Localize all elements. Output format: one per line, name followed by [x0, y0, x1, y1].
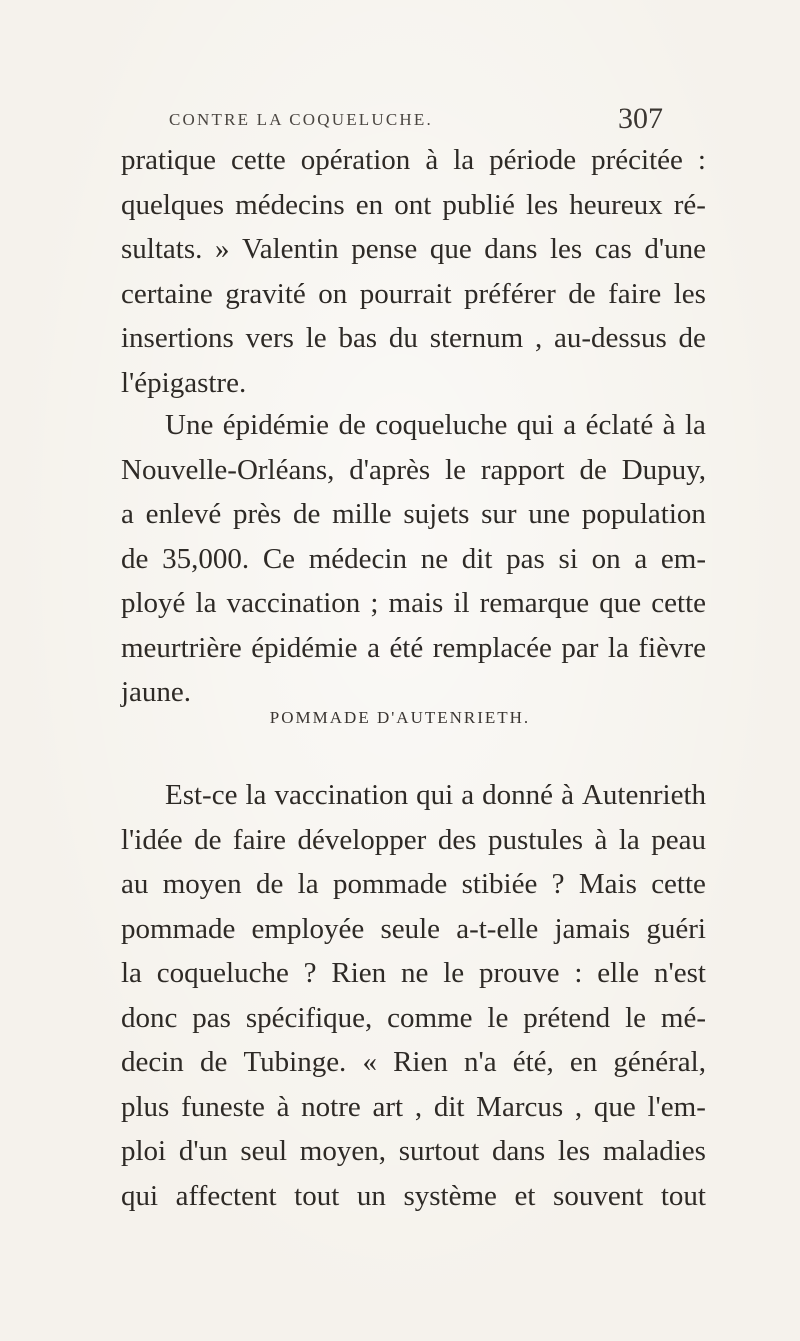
section-heading: POMMADE D'AUTENRIETH.: [269, 708, 531, 727]
text-line: Nouvelle-Orléans, d'après le rapport de Dupuy,: [121, 453, 706, 486]
paragraph-2: [121, 403, 706, 715]
text-line: pratique cette opération à la période précitée :: [121, 144, 706, 176]
paragraph-3: [121, 773, 706, 1218]
text-line: Une épidémie de coqueluche qui a éclaté à la: [165, 409, 706, 441]
text-line: a enlevé près de mille sujets sur une population: [121, 498, 706, 530]
text-line: la coqueluche ? Rien ne le prouve : elle n'est: [121, 957, 706, 989]
paragraph-1: [121, 138, 706, 405]
text-line: decin de Tubinge. « Rien n'a été, en général,: [121, 1046, 706, 1078]
text-line: de 35,000. Ce médecin ne dit pas si on a em-: [121, 542, 706, 575]
text-line: meurtrière épidémie a été remplacée par la fièvre: [121, 631, 706, 664]
text-line: certaine gravité on pourrait préférer de faire les: [121, 277, 706, 310]
text-line: l'épigastre.: [121, 366, 247, 399]
running-head: [169, 102, 689, 138]
text-line: jaune.: [121, 676, 192, 708]
text-line: donc pas spécifique, comme le prétend le mé-: [121, 1001, 706, 1034]
text-line: pommade employée seule a-t-elle jamais guéri: [121, 912, 706, 945]
text-line: sultats. » Valentin pense que dans les cas d'une: [121, 233, 706, 265]
running-title: CONTRE LA COQUELUCHE.: [169, 110, 433, 129]
text-line: ploi d'un seul moyen, surtout dans les maladies: [121, 1135, 706, 1167]
text-line: l'idée de faire développer des pustules à la peau: [121, 823, 706, 856]
text-line: au moyen de la pommade stibiée ? Mais cette: [121, 868, 706, 900]
text-line: plus funeste à notre art , dit Marcus , que l'em-: [121, 1090, 706, 1123]
text-line: insertions vers le bas du sternum , au-dessus de: [121, 322, 706, 354]
page-number: 307: [618, 102, 663, 135]
text-line: ployé la vaccination ; mais il remarque que cette: [121, 587, 706, 619]
text-line: qui affectent tout un système et souvent tout: [121, 1179, 706, 1212]
text-line: Est-ce la vaccination qui a donné à Autenrieth: [165, 779, 706, 811]
text-line: quelques médecins en ont publié les heureux ré-: [121, 188, 706, 221]
